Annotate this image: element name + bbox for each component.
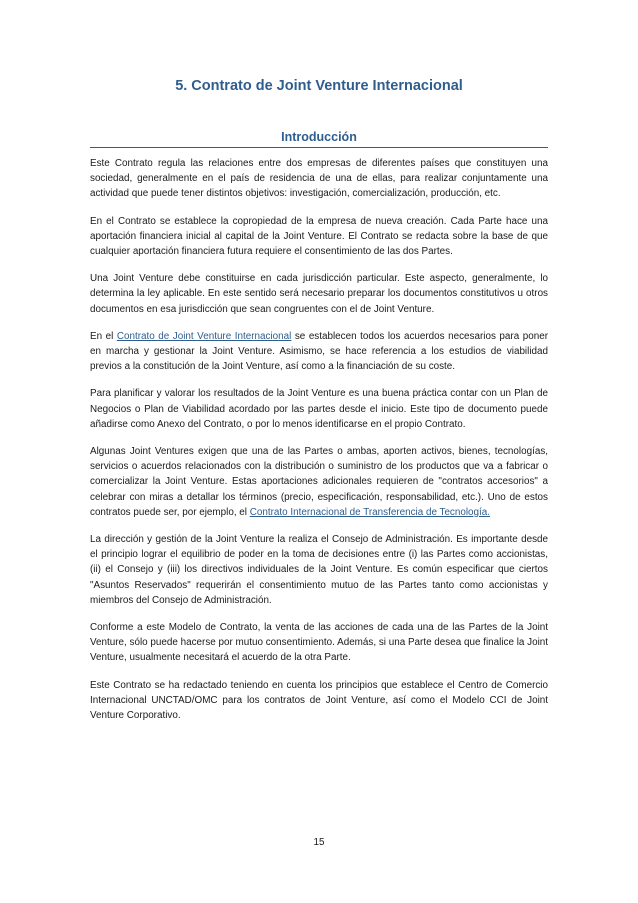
page-number: 15	[313, 837, 325, 848]
paragraph	[90, 156, 548, 202]
paragraph	[90, 386, 548, 432]
paragraph	[90, 329, 548, 375]
paragraph-text: La dirección y gestión de la Joint Venture la realiza el Consejo de Administración. Es importante desde el principio lograr el equilibrio de poder en la toma de decisiones entre (i) las Partes como accionistas, (ii) el Consejo y (iii) los directivos individuales de la Joint Venture. Es común especificar que ciertos "Asuntos Reservados" requerirán el consentimiento mutuo de las Partes tanto como accionistas y miembros del Consejo de Administración.	[90, 534, 548, 606]
heading-divider	[90, 147, 548, 148]
paragraph-text: En el	[90, 330, 117, 342]
body-text	[90, 156, 548, 735]
paragraph	[90, 532, 548, 608]
paragraph-text: Este Contrato regula las relaciones entre dos empresas de diferentes países que constituyen una sociedad, generalmente en el país de residencia de una de ellas, para realizar conjuntamente una actividad que puede tener distintos objetivos: investigación, comercialización, producción, etc.	[90, 158, 548, 200]
technology-transfer-contract-link[interactable]: Contrato Internacional de Transferencia de Tecnología.	[249, 506, 491, 518]
paragraph-text: Algunas Joint Ventures exigen que una de las Partes o ambas, aporten activos, bienes, tecnologías, servicios o acuerdos relacionados con la distribución o suministro de los productos que va a fabricar o comercializar la Joint Venture. Estas aportaciones adicionales requieren de "contratos accesorios" a celebrar con miras a detallar los términos (precio, especificación, responsabilidad, etc.). Uno de estos contratos puede ser, por ejemplo, el	[90, 446, 548, 518]
chapter-number: 5.	[175, 78, 188, 94]
joint-venture-contract-link[interactable]: Contrato de Joint Venture Internacional	[116, 330, 292, 342]
paragraph-text: En el Contrato se establece la copropiedad de la empresa de nueva creación. Cada Parte hace una aportación financiera inicial al capital de la Joint Venture. El Contrato se redacta sobre la base de que cualquier aportación financiera futura requiere el consentimiento de las dos Partes.	[90, 215, 548, 258]
paragraph	[90, 444, 548, 520]
paragraph-text: Una Joint Venture debe constituirse en cada jurisdicción particular. Este aspecto, generalmente, lo determina la ley aplicable. En este sentido será necesario preparar los documentos constitutivos u otros documentos en esa jurisdicción que sean congruentes con el de Joint Venture.	[90, 273, 548, 315]
paragraph-text: Conforme a este Modelo de Contrato, la venta de las acciones de cada una de las Partes de la Joint Venture, sólo puede hacerse por mutuo consentimiento. Además, si una Parte desea que finalice la Joint Venture, usualmente necesitará el acuerdo de la otra Parte.	[90, 622, 548, 664]
chapter-title-text: Contrato de Joint Venture Internacional	[191, 78, 463, 94]
chapter-title	[0, 78, 638, 94]
section-heading: Introducción	[281, 130, 357, 144]
paragraph	[90, 214, 548, 260]
paragraph	[90, 271, 548, 317]
paragraph	[90, 678, 548, 724]
paragraph	[90, 620, 548, 666]
paragraph-text: Para planificar y valorar los resultados de la Joint Venture es una buena práctica contar con un Plan de Negocios o Plan de Viabilidad acordado por las partes desde el inicio. Este tipo de documento puede añadirse como Anexo del Contrato, o por lo menos identificarse en el propio Contrato.	[90, 388, 548, 430]
paragraph-text: se establecen todos los acuerdos necesarios para poner en marcha y gestionar la Joint Venture. Asimismo, se hace referencia a los estudios de viabilidad previos a la constitución de la Joint Venture, así como a la financiación de su coste.	[90, 330, 548, 373]
paragraph-text: Este Contrato se ha redactado teniendo en cuenta los principios que establece el Centro de Comercio Internacional UNCTAD/OMC para los contratos de Joint Venture, así como el Modelo CCI de Joint Venture Corporativo.	[90, 679, 548, 722]
